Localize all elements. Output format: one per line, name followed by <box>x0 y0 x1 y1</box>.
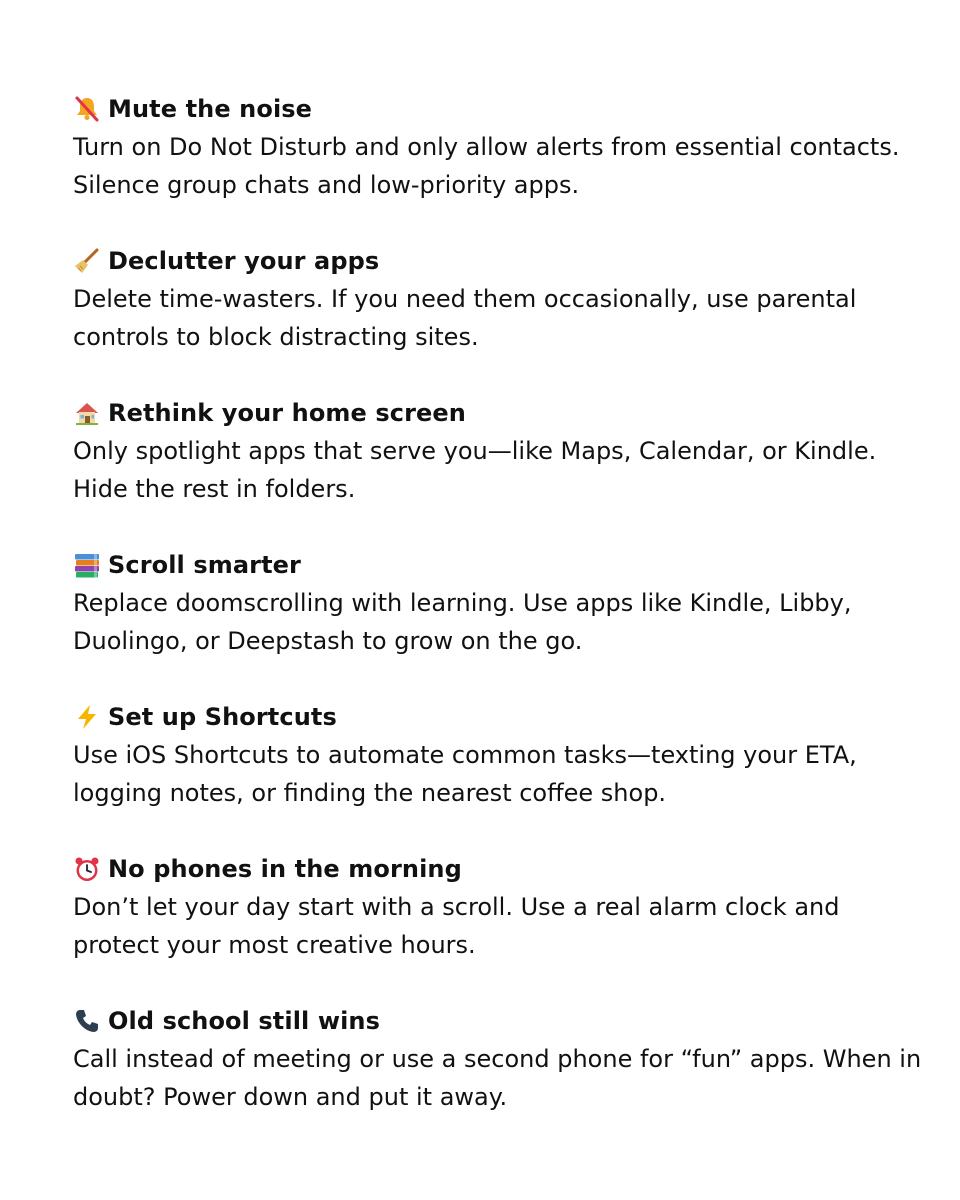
tip-item <box>73 394 933 546</box>
tip-item <box>73 546 933 698</box>
tips-list <box>73 90 933 1154</box>
tip-header <box>73 850 933 888</box>
tip-body: Delete time-wasters. If you need them occasionally, use parental controls to block distracting sites. <box>73 285 857 351</box>
house-icon <box>73 399 101 427</box>
tip-header <box>73 546 933 584</box>
telephone-icon <box>73 1007 101 1035</box>
tip-header <box>73 1002 933 1040</box>
tip-item <box>73 850 933 1002</box>
books-icon <box>73 551 101 579</box>
tip-header <box>73 242 933 280</box>
lightning-icon <box>73 703 101 731</box>
tip-title: Declutter your apps <box>108 247 380 275</box>
tip-body: Don’t let your day start with a scroll. Use a real alarm clock and protect your most creative hours. <box>73 893 840 959</box>
tip-body: Replace doomscrolling with learning. Use apps like Kindle, Libby, Duolingo, or Deepstash to grow on the go. <box>73 589 852 655</box>
tip-title: Set up Shortcuts <box>108 703 337 731</box>
tip-title: Mute the noise <box>108 95 313 123</box>
tip-title: Scroll smarter <box>108 551 301 579</box>
tip-header <box>73 698 933 736</box>
tip-item <box>73 1002 933 1154</box>
tip-body: Use iOS Shortcuts to automate common tasks—texting your ETA, logging notes, or finding the nearest coffee shop. <box>73 741 857 807</box>
tip-header <box>73 90 933 128</box>
tip-body: Turn on Do Not Disturb and only allow alerts from essential contacts. Silence group chats and low-priority apps. <box>73 133 900 199</box>
tip-title: Old school still wins <box>108 1007 380 1035</box>
alarm-clock-icon <box>73 855 101 883</box>
tip-title: No phones in the morning <box>108 855 462 883</box>
tip-item <box>73 698 933 850</box>
broom-icon <box>73 247 101 275</box>
tip-title: Rethink your home screen <box>108 399 466 427</box>
tip-body: Only spotlight apps that serve you—like Maps, Calendar, or Kindle. Hide the rest in folders. <box>73 437 877 503</box>
tip-header <box>73 394 933 432</box>
tip-item <box>73 242 933 394</box>
tip-body: Call instead of meeting or use a second phone for “fun” apps. When in doubt? Power down and put it away. <box>73 1045 922 1111</box>
bell-muted-icon <box>73 95 101 123</box>
tip-item <box>73 90 933 242</box>
